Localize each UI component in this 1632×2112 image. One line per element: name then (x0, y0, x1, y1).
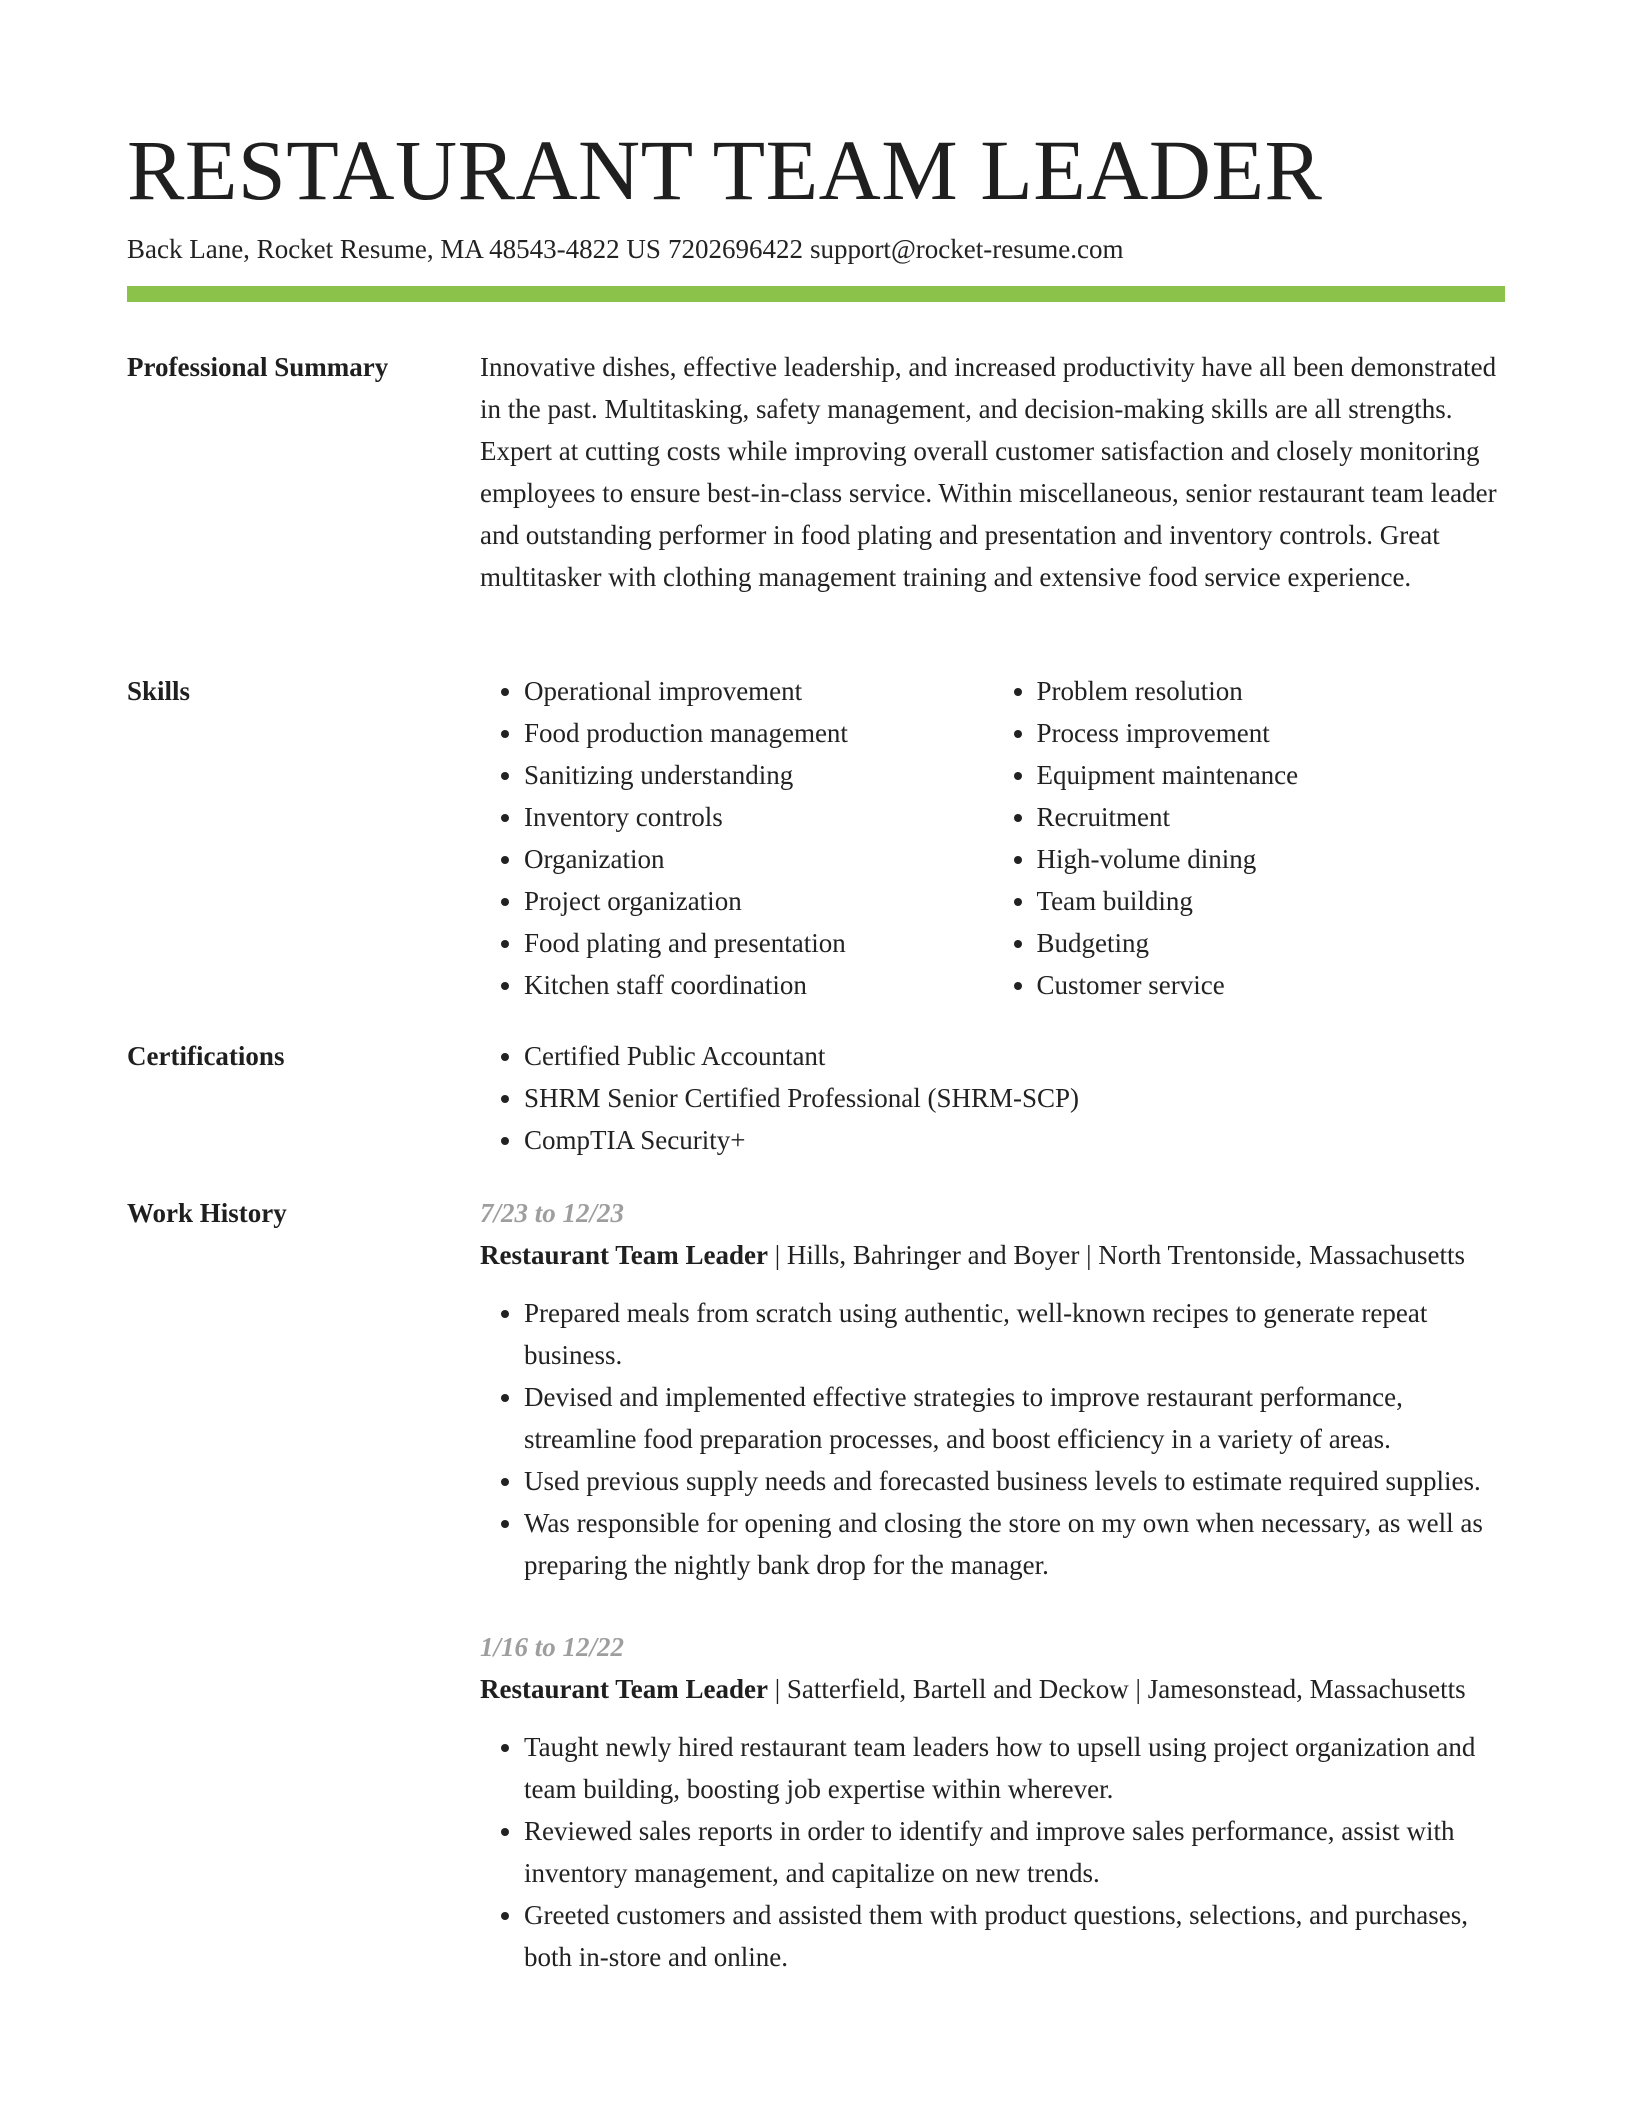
job-entry (480, 1626, 1505, 1978)
skill-item: • Food plating and presentation (524, 922, 993, 964)
job-separator: | (774, 1674, 781, 1704)
skill-item: • Operational improvement (524, 670, 993, 712)
contact-email: support@rocket-resume.com (809, 234, 1124, 264)
job-location: Jamesonstead, Massachusetts (1147, 1674, 1466, 1704)
work-history-body (480, 1192, 1505, 2018)
skill-item: • Problem resolution (1037, 670, 1506, 712)
job-bullet: • Devised and implemented effective strategies to improve restaurant performance, streamline food preparation processes, and boost efficiency in a variety of areas. (524, 1376, 1505, 1460)
skill-item: • Project organization (524, 880, 993, 922)
job-company: Hills, Bahringer and Boyer (786, 1240, 1080, 1270)
job-entry (480, 1192, 1505, 1586)
skill-item: • Customer service (1037, 964, 1506, 1006)
job-bullet: • Used previous supply needs and forecasted business levels to estimate required supplies. (524, 1460, 1505, 1502)
job-bullets (480, 1292, 1505, 1586)
job-separator: | (1086, 1240, 1092, 1270)
job-dates: 7/23 to 12/23 (480, 1198, 625, 1228)
job-bullet: • Reviewed sales reports in order to identify and improve sales performance, assist with inventory management, and capitalize on new trends. (524, 1810, 1505, 1894)
contact-line (127, 230, 1123, 268)
job-bullet: • Taught newly hired restaurant team leaders how to upsell using project organization and team building, boosting job expertise within wherever. (524, 1726, 1505, 1810)
skill-item: • Process improvement (1037, 712, 1506, 754)
skill-item: • Sanitizing understanding (524, 754, 993, 796)
job-bullets (480, 1726, 1505, 1978)
skill-item: • Inventory controls (524, 796, 993, 838)
resume-title: RESTAURANT TEAM LEADER (127, 122, 1323, 218)
job-title: Restaurant Team Leader (480, 1240, 768, 1270)
summary-body (480, 346, 1505, 598)
section-label-summary: Professional Summary (127, 352, 389, 382)
contact-phone: 7202696422 (667, 234, 803, 264)
header-divider (127, 286, 1505, 302)
job-company: Satterfield, Bartell and Deckow (786, 1674, 1129, 1704)
job-dates: 1/16 to 12/22 (480, 1632, 625, 1662)
job-location: North Trentonside, Massachusetts (1098, 1240, 1465, 1270)
skills-list-left (480, 670, 993, 1006)
certifications-body (480, 1035, 1505, 1161)
contact-address: Back Lane, Rocket Resume, MA 48543-4822 US (127, 234, 661, 264)
summary-text: Innovative dishes, effective leadership, and increased productivity have all been demonstrated in the past. Multitasking, safety management, and decision-making skills are all strengths. Expert at cutting costs while improving overall customer satisfaction and closely monitoring employees to ensure best-in-class service. Within miscellaneous, senior restaurant team leader and outstanding performer in food plating and presentation and inventory controls. Great multitasker with clothing management training and extensive food service experience. (480, 352, 1497, 592)
skill-item: • Food production management (524, 712, 993, 754)
job-separator: | (774, 1240, 781, 1270)
job-separator: | (1135, 1674, 1141, 1704)
section-label-skills: Skills (127, 676, 191, 706)
skill-item: • Equipment maintenance (1037, 754, 1506, 796)
job-bullet: • Greeted customers and assisted them with product questions, selections, and purchases, both in-store and online. (524, 1894, 1505, 1978)
section-label-certifications: Certifications (127, 1041, 285, 1071)
job-bullet: • Prepared meals from scratch using authentic, well-known recipes to generate repeat business. (524, 1292, 1505, 1376)
skills-list-right (993, 670, 1506, 1006)
job-heading (480, 1668, 1505, 1710)
skills-body (480, 670, 1505, 1006)
certification-item: • Certified Public Accountant (524, 1035, 1505, 1077)
section-label-work-history: Work History (127, 1198, 287, 1228)
job-title: Restaurant Team Leader (480, 1674, 768, 1704)
skill-item: • Organization (524, 838, 993, 880)
job-bullet: • Was responsible for opening and closing the store on my own when necessary, as well as preparing the nightly bank drop for the manager. (524, 1502, 1505, 1586)
certifications-list (480, 1035, 1505, 1161)
skill-item: • Recruitment (1037, 796, 1506, 838)
skill-item: • Budgeting (1037, 922, 1506, 964)
skill-item: • High-volume dining (1037, 838, 1506, 880)
certification-item: • CompTIA Security+ (524, 1119, 1505, 1161)
skill-item: • Team building (1037, 880, 1506, 922)
certification-item: • SHRM Senior Certified Professional (SHRM-SCP) (524, 1077, 1505, 1119)
skill-item: • Kitchen staff coordination (524, 964, 993, 1006)
job-heading (480, 1234, 1505, 1276)
